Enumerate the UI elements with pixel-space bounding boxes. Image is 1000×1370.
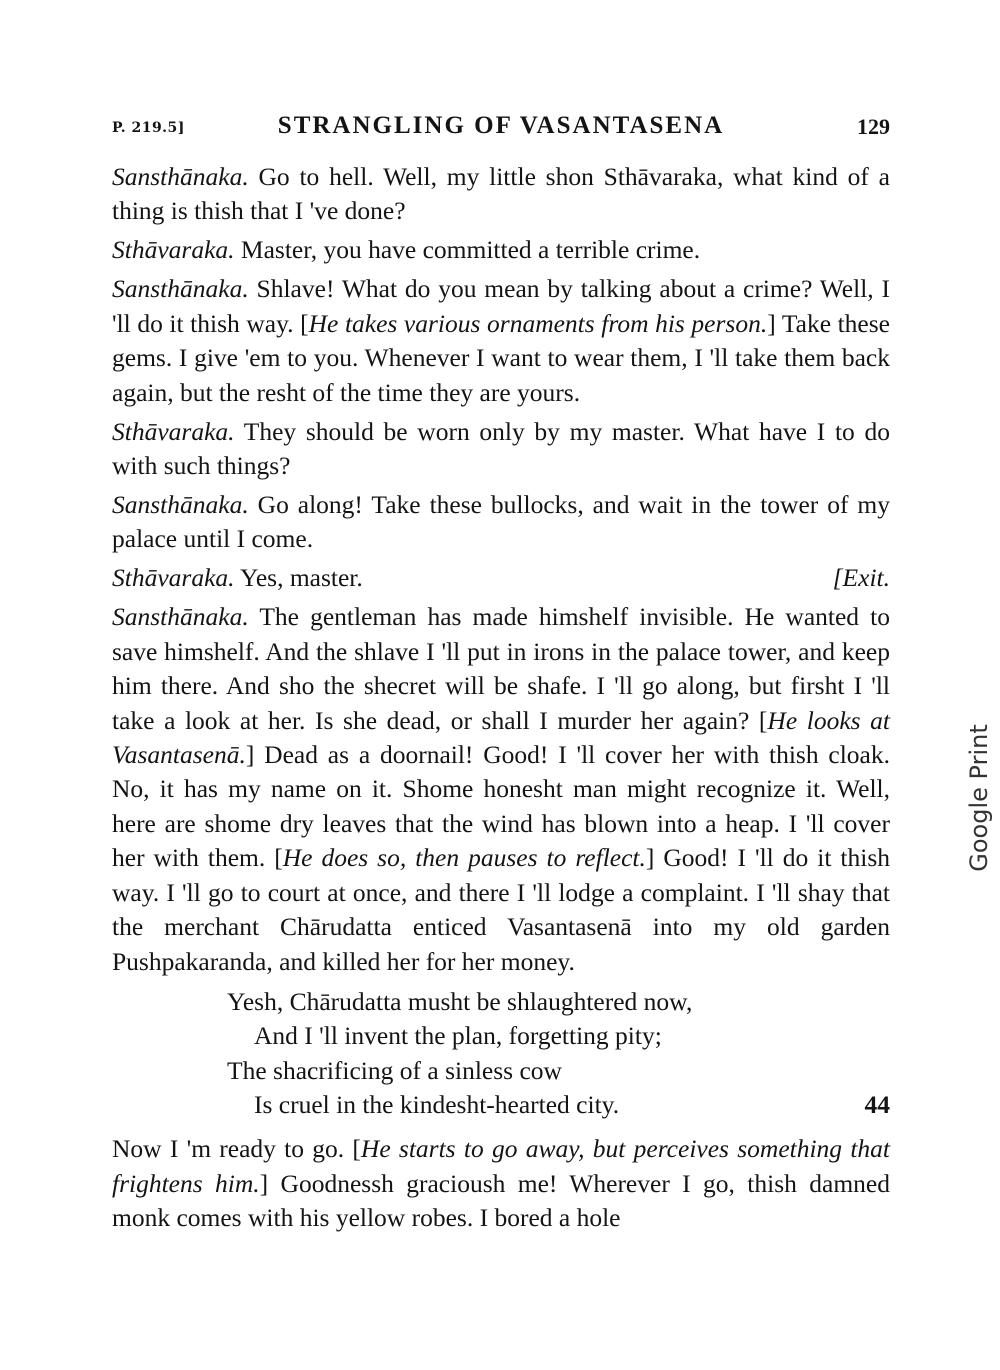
speech-text: Yes, master. [234,563,363,593]
verse-line: The shacrificing of a sinless cow [227,1055,562,1085]
verse-line: Is cruel in the kindesht-hearted city. [254,1090,620,1120]
verse-line: And I 'll invent the plan, forgetting pity; [254,1021,662,1051]
speech-text: Shlave! What do you mean by talking about a crime? Well, I 'll do it thish way. [ [112,274,890,338]
dialogue-paragraph [112,415,890,484]
speaker-name: Sansthānaka. [112,602,249,632]
speaker-name: Sthāvaraka. [112,235,235,265]
speech-text: Master, you have committed a terrible crime. [234,235,701,265]
speech-text: ] Good! I 'll do it thish way. I 'll go to court at once, and there I 'll lodge a complaint. I 'll shay that the merchant Chārudatta enticed Vasantasenā into my old garden Pushpakaranda, and killed her for her money. [112,843,890,976]
dialogue-paragraph [112,272,890,410]
dialogue-paragraph [112,1132,890,1235]
dialogue-block-1 [112,160,890,557]
speaker-name: Sansthānaka. [112,162,249,191]
page-body [112,160,890,1240]
speech-text: Now I 'm ready to go. [ [112,1134,361,1164]
stage-direction: He looks at Vasantasenā. [112,705,890,770]
speaker-name: Sansthānaka. [112,490,249,520]
dialogue-block-3 [112,1132,890,1235]
speech-text: ] Take these gems. I give 'em to you. Whenever I want to wear them, I 'll take them back again, but the resht of the time they are yours. [112,308,890,407]
speech-text: The gentleman has made himshelf invisible. He wanted to save himshelf. And the shlave I 'll put in irons in the palace tower, and keep him there. And sho the shecret will be shafe. I 'll go along, but firsht I 'll take a look at her. Is she dead, or shall I murder her again? [ [112,602,890,735]
dialogue-block-2 [112,600,890,978]
chapter-title: STRANGLING OF VASANTASENA [277,112,725,139]
verse-number: 44 [864,1089,890,1119]
speech-text: Go along! Take these bullocks, and wait in the tower of my palace until I come. [112,490,890,554]
dialogue-paragraph [112,488,890,557]
dialogue-paragraph [112,233,890,267]
page-number: 129 [857,114,890,139]
dialogue-paragraph [112,600,890,978]
speech-text: ] Goodnessh gracioush me! Wherever I go, thish damned monk comes with his yellow robes. I bored a hole [112,1168,890,1233]
running-header [112,112,890,142]
page-reference: P. 219.5] [112,120,185,136]
stage-direction: He starts to go away, but perceives something that frightens him. [112,1134,890,1198]
speech-text: They should be worn only by my master. What have I to do with such things? [112,416,890,481]
speech-text: ] Dead as a doornail! Good! I 'll cover her with thish cloak. No, it has my name on it. Shome honesht man might recognize it. Well, here are shome dry leaves that the wind has blown into a heap. I 'll cover her with them. [ [112,740,890,873]
verse-line: Yesh, Chārudatta musht be shlaughtered now, [227,986,693,1016]
stage-direction: He takes various ornaments from his person. [308,308,768,338]
speaker-name: Sthāvaraka. [112,563,235,593]
verse-stanza [112,985,890,1123]
dialogue-paragraph-exit [112,561,890,595]
speaker-name: Sthāvaraka. [112,416,235,446]
speech-text: Go to hell. Well, my little shon Sthāvaraka, what kind of a thing is thish that I 've done? [112,162,890,226]
stage-direction-exit: [Exit. [832,563,890,593]
google-print-watermark: Google Print [965,724,993,872]
dialogue-paragraph [112,160,890,229]
stage-direction: He does so, then pauses to reflect. [282,843,646,873]
speaker-name: Sansthānaka. [112,274,249,304]
